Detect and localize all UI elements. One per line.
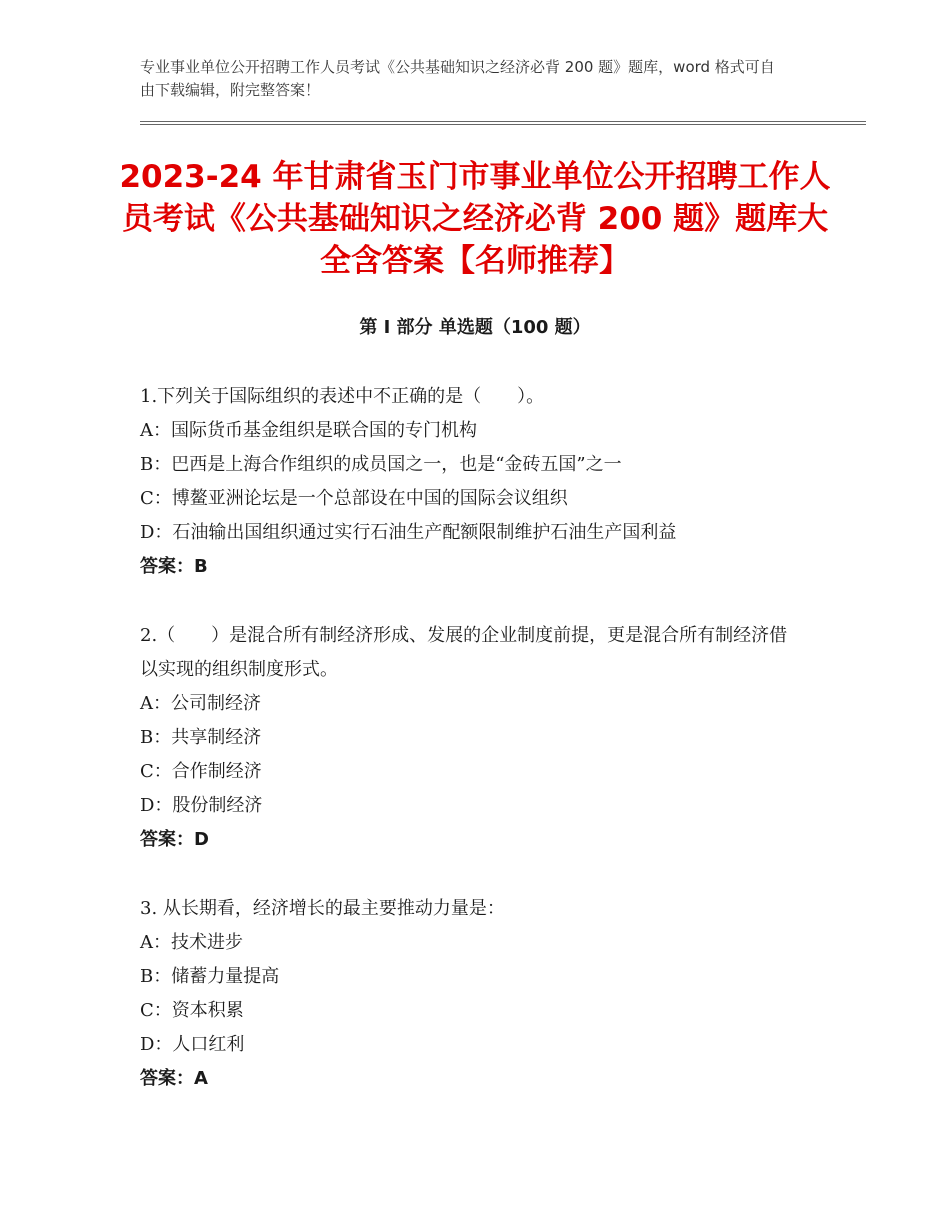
question-3-option-b: B：储蓄力量提高 [140, 966, 280, 987]
question-3-option-d: D：人口红利 [140, 1034, 245, 1055]
question-3-option-c: C：资本积累 [140, 1000, 244, 1021]
header-rule-top [140, 121, 866, 122]
question-2-option-c: C：合作制经济 [140, 761, 262, 782]
question-2-option-d: D：股份制经济 [140, 795, 263, 816]
header-rule-bottom [140, 124, 866, 125]
question-1-answer: 答案：B [140, 556, 208, 577]
question-1-option-b: B：巴西是上海合作组织的成员国之一，也是“金砖五国”之一 [140, 454, 622, 475]
section-title: 第 I 部分 单选题（100 题） [359, 317, 591, 338]
question-2-answer: 答案：D [140, 829, 209, 850]
header-note: 专业事业单位公开招聘工作人员考试《公共基础知识之经济必背 200 题》题库，word 格式可自由下载编辑，附完整答案！ [140, 58, 775, 99]
question-3-text: 3. 从长期看，经济增长的最主要推动力量是： [140, 898, 505, 919]
question-2-option-a: A：公司制经济 [140, 693, 261, 714]
question-1-option-a: A：国际货币基金组织是联合国的专门机构 [140, 420, 477, 441]
question-2-option-b: B：共享制经济 [140, 727, 262, 748]
question-1-option-c: C：博鳌亚洲论坛是一个总部设在中国的国际会议组织 [140, 488, 568, 509]
question-1-text: 1.下列关于国际组织的表述中不正确的是（ ）。 [140, 386, 545, 407]
question-3-answer: 答案：A [140, 1068, 208, 1089]
question-1-option-d: D：石油输出国组织通过实行石油生产配额限制维护石油生产国利益 [140, 522, 677, 543]
question-2-text: 2.（ ）是混合所有制经济形成、发展的企业制度前提，更是混合所有制经济借以实现的组织制度形式。 [140, 625, 788, 680]
question-3-option-a: A：技术进步 [140, 932, 243, 953]
document-title: 2023-24 年甘肃省玉门市事业单位公开招聘工作人员考试《公共基础知识之经济必背 200 题》题库大全含答案【名师推荐】 [119, 159, 831, 279]
